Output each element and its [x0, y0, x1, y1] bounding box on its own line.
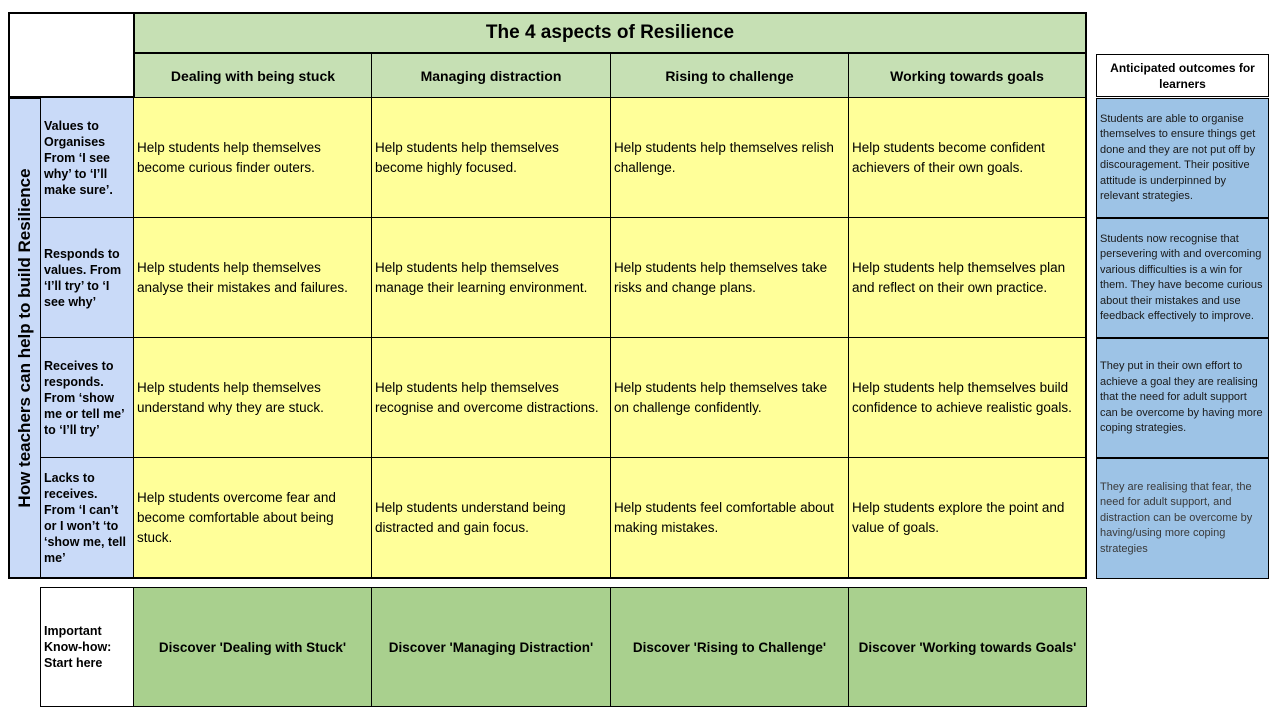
table-cell: Help students understand being distracted and gain focus. — [371, 457, 611, 579]
outcome-cell: They put in their own effort to achieve a goal they are realising that the need for adult support can be overcome by having more coping strategies. — [1096, 338, 1269, 458]
blank-corner-cell — [8, 12, 134, 98]
discover-working-towards-goals-button[interactable]: Discover 'Working towards Goals' — [848, 587, 1087, 707]
aspect-header-rising-to-challenge: Rising to challenge — [610, 53, 849, 98]
table-cell: Help students overcome fear and become comfortable about being stuck. — [133, 457, 372, 579]
table-cell: Help students help themselves take risks and change plans. — [610, 217, 849, 338]
discover-rising-to-challenge-button[interactable]: Discover 'Rising to Challenge' — [610, 587, 849, 707]
table-cell: Help students explore the point and value of goals. — [848, 457, 1087, 579]
table-cell: Help students help themselves relish challenge. — [610, 97, 849, 218]
table-cell: Help students help themselves manage their learning environment. — [371, 217, 611, 338]
table-cell: Help students help themselves understand why they are stuck. — [133, 337, 372, 458]
row-label-values-to-organises: Values to Organises From ‘I see why’ to ‘I’ll make sure’. — [40, 97, 134, 218]
table-cell: Help students help themselves recognise and overcome distractions. — [371, 337, 611, 458]
discover-managing-distraction-button[interactable]: Discover 'Managing Distraction' — [371, 587, 611, 707]
start-here-label: Important Know-how: Start here — [40, 587, 134, 707]
side-label — [8, 97, 41, 579]
table-cell: Help students help themselves build confidence to achieve realistic goals. — [848, 337, 1087, 458]
outcome-cell: Students now recognise that persevering with and overcoming various difficulties is a win for them. They have become curious about their mistakes and use feedback effectively to improve. — [1096, 218, 1269, 338]
aspect-header-dealing-with-stuck: Dealing with being stuck — [133, 53, 372, 98]
table-cell: Help students feel comfortable about making mistakes. — [610, 457, 849, 579]
table-cell: Help students help themselves become highly focused. — [371, 97, 611, 218]
side-label-text: How teachers can help to build Resilience — [15, 168, 34, 508]
row-label-responds-to-values: Responds to values. From ‘I’ll try’ to ‘I see why’ — [40, 217, 134, 338]
table-cell: Help students help themselves become curious finder outers. — [133, 97, 372, 218]
aspect-header-managing-distraction: Managing distraction — [371, 53, 611, 98]
aspect-header-working-towards-goals: Working towards goals — [848, 53, 1087, 98]
outcomes-header: Anticipated outcomes for learners — [1096, 54, 1269, 97]
outcome-cell: Students are able to organise themselves to ensure things get done and they are not put off by discouragement. Their positive attitude is underpinned by relevant strategies. — [1096, 98, 1269, 218]
outcome-cell: They are realising that fear, the need for adult support, and distraction can be overcome by having/using more coping strategies — [1096, 458, 1269, 579]
table-cell: Help students help themselves plan and reflect on their own practice. — [848, 217, 1087, 338]
row-label-lacks-to-receives: Lacks to receives. From ‘I can’t or I won’t ‘to ‘show me, tell me’ — [40, 457, 134, 579]
discover-dealing-with-stuck-button[interactable]: Discover 'Dealing with Stuck' — [133, 587, 372, 707]
table-title: The 4 aspects of Resilience — [133, 12, 1087, 54]
table-cell: Help students help themselves analyse their mistakes and failures. — [133, 217, 372, 338]
table-cell: Help students become confident achievers of their own goals. — [848, 97, 1087, 218]
row-label-receives-to-responds: Receives to responds. From ‘show me or tell me’ to ‘I’ll try’ — [40, 337, 134, 458]
table-cell: Help students help themselves take on challenge confidently. — [610, 337, 849, 458]
